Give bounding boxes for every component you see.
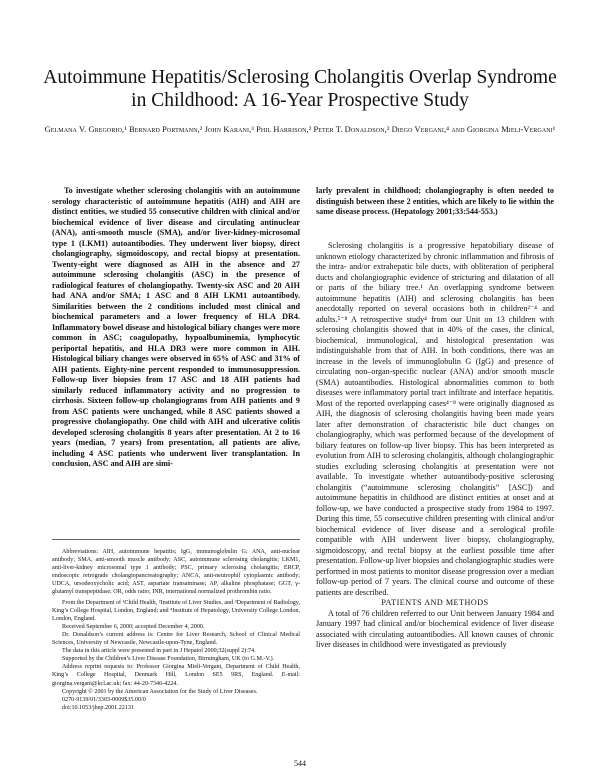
methods-paragraph: A total of 76 children referred to our Unit between January 1984 and January 1997 had clinical and/or biochemical evidence of liver disease associated with circulating autoantibodies. All known causes of chronic liver diseases in childhood were investigated as previously [316,608,554,649]
footnotes [52,548,300,712]
footnote-current-address: Dr. Donaldson’s current address is: Centre for Liver Research, School of Clinical Medical Sciences, University of Newcastle, Newcastle-upon-Tyne, England. [52,631,300,647]
footnote-abbreviations: Abbreviations: AIH, autoimmune hepatitis; IgG, immunoglobulin G; ANA, anti-nuclear antibody; SMA, anti-smooth muscle antibody; ASC, autoimmune sclerosing cholangitis; LKM1, anti-liver-kidney microsomal type 1 antibody; PSC, primary sclerosing cholangitis; ERCP, endoscopic retrograde cholangiopancreatography; ANCA, anti-neutrophil cytoplasmic antibody; UDCA, ursodeoxycholic acid; AST, aspartate transaminase; AP, alkaline phosphatase; GGT, γ-glutamyl transpeptidase; OR, odds ratio; INR, international normalized prothrombin ratio. [52,549,300,596]
section-heading: PATIENTS AND METHODS [381,598,489,607]
abstract-text: To investigate whether sclerosing cholangitis with an autoimmune serology characteristic of autoimmune hepatitis (AIH) and AIH are distinct entities, we studied 55 consecutive children with clinical and/or biochemical evidence of liver disease and circulating antinuclear (ANA), anti-smooth muscle (SMA), and/or liver-kidney-microsomal type 1 (LKM1) autoantibodies. They underwent liver biopsy, direct cholangiography, sigmoidoscopy, and rectal biopsy at presentation. Twenty-eight were diagnosed as AIH in the absence and 27 autoimmune sclerosing cholangitis (ASC) in the presence of radiological features of cholangiopathy. Twenty-six ASC and 20 AIH had ANA and/or SMA; 1 ASC and 8 AIH LKM1 autoantibody. Similarities between the 2 conditions included most clinical and biochemical parameters and a lower frequency of HLA DR4. Inflammatory bowel disease and histological biliary changes were more common in ASC; coagulopathy, hypoalbuminemia, lymphocytic periportal hepatitis, and HLA DR3 were more common in AIH. Histological biliary changes were observed in 65% of ASC and 31% of AIH patients. Eighty-nine percent responded to immunosuppression. Follow-up liver biopsies from 17 ASC and 18 AIH patients had similarly reduced inflammatory activity and no progression to cirrhosis. Sixteen follow-up cholangiograms from AIH patients and 9 from ASC patients were unchanged, while 8 ASC patients showed a progressive cholangiopathy. One child with AIH and ulcerative colitis developed sclerosing cholangitis 8 years after presentation. At 2 to 16 years (median, 7 years) from presentation, all patients are alive, including 4 ASC patients who underwent liver transplantation. In conclusion, ASC and AIH are simi- [52,186,300,468]
article-title: Autoimmune Hepatitis/Sclerosing Cholangitis Overlap Syndrome in Childhood: A 16-Year Prospective Study [43,67,557,111]
abstract-continued [316,186,554,218]
intro-paragraph: Sclerosing cholangitis is a progressive hepatobiliary disease of unknown etiology characterized by chronic inflammation and fibrosis of the intra- and/or extrahepatic bile ducts, with obliteration of peripheral ducts and cholangiographic evidence of stricturing and dilatation of all or parts of the biliary tree.¹ An overlapping syndrome between autoimmune hepatitis (AIH) and sclerosing cholangitis has been anecdotally reported on several occasions both in children²⁻⁴ and adults.⁵⁻⁸ A retrospective study⁴ from our Unit on 13 children with sclerosing cholangitis showed that in 40% of the cases, the clinical, biochemical, immunological, and histological presentation was indistinguishable from that of AIH. In both conditions, there was an increase in the levels of immunoglobulin G (IgG) and presence of circulating non–organ-specific nuclear (ANA) and/or smooth muscle (SMA) autoantibodies. Histological abnormalities common to both diseases were inflammatory portal tract infiltrate and interface hepatitis. Most of the reported overlapping cases⁴⁻⁸ were originally diagnosed as AIH, the diagnosis of sclerosing cholangitis having been made years later after demonstration of characteristic bile duct changes on cholangiography, which was performed because of the development of biliary features on follow-up liver biopsy. This has been interpreted as evolution from AIH to sclerosing cholangitis, although cholangiographic studies excluding sclerosing cholangitis at presentation were not available. To investigate whether autoantibody-positive sclerosing cholangitis (“autoimmune sclerosing cholangitis” [ASC]) and autoimmune hepatitis in childhood are distinct entities at onset and at follow-up, we have conducted a prospective study from 1984 to 1997. During this time, 55 consecutive children presenting with clinical and/or biochemical evidence of liver disease and a serological profile compatible with AIH underwent liver biopsy, cholangiography, sigmoidoscopy, and rectal biopsy at the earliest possible time after presentation. Follow-up liver biopsies and cholangiographic studies were performed in most patients to monitor disease progression over a median follow-up period of 7 years. The clinical course and outcome of these patients are described. [316,241,554,597]
footnote-rule [52,539,300,540]
author-list: Gelmana V. Gregorio,¹ Bernard Portmann,² John Karani,³ Phil Harrison,² Peter T. Donaldson,² Diego Vergani,⁴ and Giorgina Mieli-Vergani¹ [44,125,556,134]
body-column [316,241,554,651]
footnote-issn: 0270-9139/01/3303-0009$35.00/0 [62,696,146,703]
footnote-doi: doi:10.1053/jhep.2001.22131 [62,704,134,711]
footnote-support: Supported by the Children’s Liver Disease Foundation, Birmingham, UK (to G.M.-V.). [62,656,275,663]
page-number: 544 [294,759,306,768]
footnote-received: Received September 6, 2000; accepted December 4, 2000. [62,623,205,630]
footnote-copyright: Copyright © 2001 by the American Association for the Study of Liver Diseases. [62,688,258,695]
footnote-presented: The data in this article were presented in part in J Hepatol 2000;32(suppl 2):74. [62,648,256,655]
abstract-continued-text: larly prevalent in childhood; cholangiography is often needed to distinguish between these 2 entities, which are likely to lie within the same disease process. (Hepatology 2001;33:544-553.) [316,186,554,216]
abstract [52,186,300,470]
footnote-affiliations: From the Department of ¹Child Health, ²Institute of Liver Studies, and ³Department of Radiology, King’s College Hospital, London, England; and ⁴Institute of Hepatology, University College London, London, England. [52,599,300,622]
footnote-reprints: Address reprint requests to: Professor Giorgina Mieli-Vergani, Department of Child Health, King’s College Hospital, Denmark Hill, London SE5 9RS, England. E-mail: giorgina.vergani@kcl.ac.uk; fax: 44-20-7346-4224. [52,664,300,687]
